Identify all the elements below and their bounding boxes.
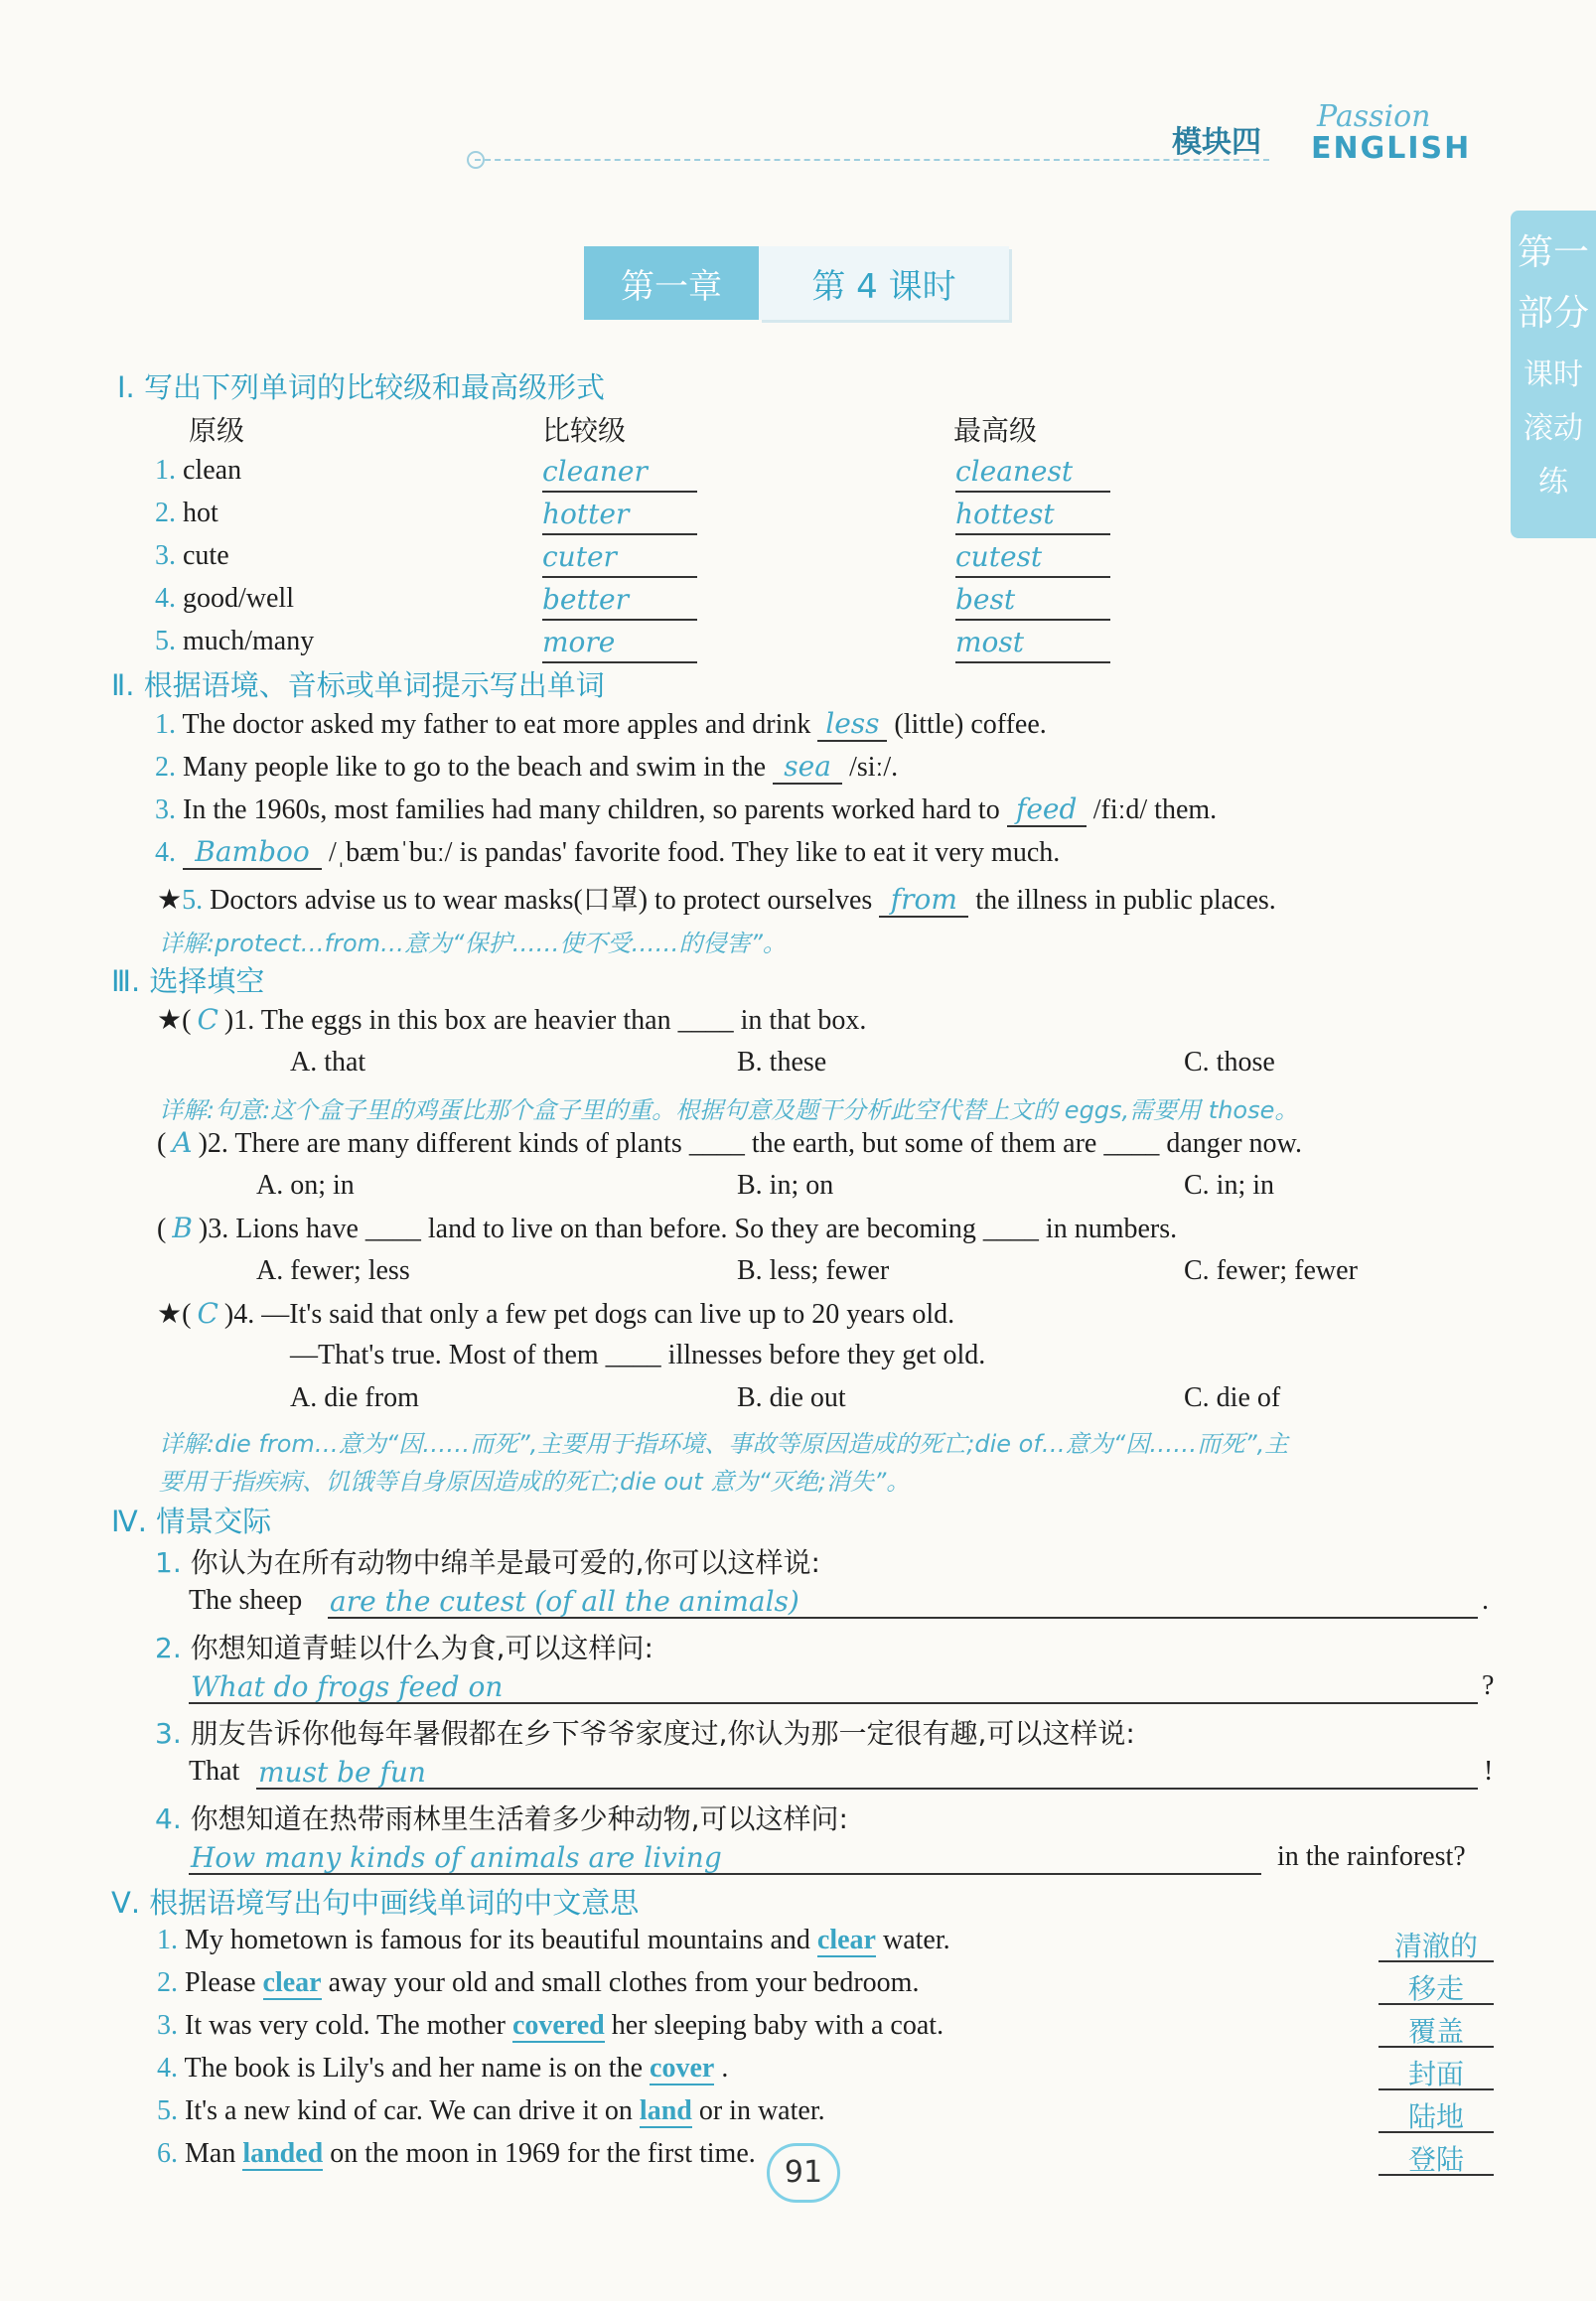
answer-blank[interactable]: Bamboo xyxy=(183,835,322,870)
q-text-end: /siː/. xyxy=(849,752,899,783)
q-prompt: 你想知道在热带雨林里生活着多少种动物,可以这样问: xyxy=(190,1802,848,1835)
q-text: —It's said that only a few pet dogs can live up to 20 years old. xyxy=(261,1299,955,1330)
base-word: good/well xyxy=(183,583,294,614)
s4-q3-answer-line xyxy=(256,1788,1478,1790)
q-text: Lions have ____ land to live on than before. So they are becoming ____ in numbers. xyxy=(235,1214,1178,1244)
answer-choice[interactable]: A xyxy=(172,1126,193,1159)
sentence-end: on the moon in 1969 for the first time. xyxy=(330,2138,756,2169)
base-word: hot xyxy=(183,498,218,528)
s3-note4b: 要用于指疾病、饥饿等自身原因造成的死亡;die out 意为“灭绝;消失”。 xyxy=(159,1468,911,1496)
answer-blank[interactable]: feed xyxy=(1007,792,1087,827)
q-number: 1. xyxy=(155,709,176,740)
q-number: 1. xyxy=(155,1546,182,1579)
s4-q4-end: in the rainforest? xyxy=(1277,1841,1466,1872)
row-number: 4. xyxy=(155,583,176,614)
q-number: 2. xyxy=(155,1632,182,1664)
s4-q3-prompt xyxy=(155,1712,1135,1752)
side-tab-line3: 课时 xyxy=(1523,358,1583,392)
col-base: 原级 xyxy=(189,414,245,447)
col-comp: 比较级 xyxy=(542,414,627,447)
s3-q4-opt-c: C. die of xyxy=(1184,1382,1281,1413)
q-number: 2. xyxy=(155,752,176,783)
word-row xyxy=(155,455,241,487)
q-text: In the 1960s, most families had many children, so parents worked hard to xyxy=(183,794,1000,825)
logo-top-text: Passion xyxy=(1317,99,1431,134)
chapter-title xyxy=(584,246,1009,320)
meaning-answer[interactable]: 登陆 xyxy=(1378,2138,1494,2176)
side-tab-line4: 滚动 xyxy=(1523,411,1583,446)
s3-q2 xyxy=(157,1126,1302,1160)
side-tab xyxy=(1511,211,1596,538)
sentence-start: Man xyxy=(185,2138,236,2169)
q-text: Many people like to go to the beach and swim in the xyxy=(183,752,767,783)
q-prefix: ★( xyxy=(157,1005,192,1036)
comparative-answer[interactable]: cuter xyxy=(542,540,697,578)
s2-q4 xyxy=(155,835,1060,870)
s3-note1: 详解:句意:这个盒子里的鸡蛋比那个盒子里的重。根据句意及题干分析此空代替上文的 eggs,需要用 those。 xyxy=(159,1096,1299,1124)
s4-q2-answer[interactable]: What do frogs feed on xyxy=(191,1670,504,1703)
base-word: clean xyxy=(183,455,242,486)
comparative-answer[interactable]: hotter xyxy=(542,498,697,535)
q-prompt: 你认为在所有动物中绵羊是最可爱的,你可以这样说: xyxy=(190,1546,820,1579)
s4-q1-lead: The sheep xyxy=(189,1585,303,1616)
q-text: The eggs in this box are heavier than ____ in that box. xyxy=(260,1005,867,1036)
chapter-label: 第一章 xyxy=(584,246,759,320)
section-5-heading: Ⅴ. 根据语境写出句中画线单词的中文意思 xyxy=(111,1886,640,1920)
s3-note4a: 详解:die from…意为“因……而死”,主要用于指环境、事故等原因造成的死亡;die of…意为“因……而死”,主 xyxy=(159,1430,1289,1458)
s3-q3-opt-b: B. less; fewer xyxy=(737,1255,890,1286)
meaning-row xyxy=(157,1925,950,1956)
underlined-word: cover xyxy=(650,2053,715,2084)
q-number: 4. xyxy=(155,1802,182,1835)
row-number: 1. xyxy=(157,1925,178,1955)
s4-q4-prompt xyxy=(155,1798,848,1837)
q-text-end: /ˌbæmˈbuː/ is pandas' favorite food. They like to eat it very much. xyxy=(329,837,1061,868)
sentence-start: It was very cold. The mother xyxy=(185,2010,506,2041)
sentence-end: water. xyxy=(882,1925,950,1955)
s4-q3-end: ! xyxy=(1484,1756,1494,1787)
base-word: much/many xyxy=(183,626,315,656)
q-number: 3. xyxy=(155,794,176,825)
q-text: There are many different kinds of plants ____ the earth, but some of them are ____ danger now. xyxy=(234,1128,1302,1159)
underlined-word: clear xyxy=(816,1925,876,1955)
row-number: 4. xyxy=(157,2053,178,2084)
row-number: 3. xyxy=(157,2010,178,2041)
base-word: cute xyxy=(183,540,229,571)
meaning-answer[interactable]: 封面 xyxy=(1378,2053,1494,2090)
answer-choice[interactable]: C xyxy=(197,1297,218,1330)
section-2-heading: Ⅱ. 根据语境、音标或单词提示写出单词 xyxy=(111,668,605,702)
s3-q3 xyxy=(157,1212,1177,1245)
row-number: 1. xyxy=(155,455,176,486)
header-dot-icon xyxy=(467,151,485,169)
q-text-end: (little) coffee. xyxy=(894,709,1047,740)
module-label: 模块四 xyxy=(1172,125,1261,160)
meaning-row xyxy=(157,2095,825,2127)
sentence-end: her sleeping baby with a coat. xyxy=(611,2010,944,2041)
s2-q3 xyxy=(155,792,1217,827)
s3-q2-opt-c: C. in; in xyxy=(1184,1170,1275,1201)
meaning-row xyxy=(157,2010,943,2042)
s3-q2-opt-a: A. on; in xyxy=(256,1170,355,1201)
sentence-start: My hometown is famous for its beautiful mountains and xyxy=(185,1925,810,1955)
page-number: 91 xyxy=(767,2143,840,2203)
q-prompt: 你想知道青蛙以什么为食,可以这样问: xyxy=(190,1632,653,1664)
s4-q1-answer[interactable]: are the cutest (of all the animals) xyxy=(330,1585,799,1618)
q-number: )4. xyxy=(223,1299,255,1330)
section-3-heading: Ⅲ. 选择填空 xyxy=(111,964,265,998)
superlative-answer[interactable]: cleanest xyxy=(955,455,1110,493)
s3-q4 xyxy=(157,1297,954,1331)
q-number: )2. xyxy=(198,1128,228,1159)
s2-note: 详解:protect…from…意为“保护……使不受……的侵害”。 xyxy=(159,930,787,957)
q-prompt: 朋友告诉你他每年暑假都在乡下爷爷家度过,你认为那一定很有趣,可以这样说: xyxy=(190,1717,1135,1750)
sentence-start: The book is Lily's and her name is on the xyxy=(184,2053,644,2084)
s3-q1-opt-a: A. that xyxy=(290,1047,366,1078)
comparative-answer[interactable]: better xyxy=(542,583,697,621)
side-tab-line2: 部分 xyxy=(1517,293,1589,334)
s4-q1-end: . xyxy=(1482,1585,1489,1616)
meaning-row xyxy=(157,2053,728,2085)
s2-q2 xyxy=(155,750,898,785)
s3-q1 xyxy=(157,1003,866,1037)
s4-q1-prompt xyxy=(155,1541,820,1581)
row-number: 5. xyxy=(157,2095,178,2126)
row-number: 3. xyxy=(155,540,176,571)
s3-q3-opt-c: C. fewer; fewer xyxy=(1184,1255,1358,1286)
superlative-answer[interactable]: best xyxy=(955,583,1110,621)
star-icon: ★ xyxy=(157,885,183,916)
q-number: 4. xyxy=(155,837,176,868)
side-tab-line1: 第一 xyxy=(1517,232,1589,273)
q-number: 5. xyxy=(182,885,204,916)
meaning-answer[interactable]: 陆地 xyxy=(1378,2095,1494,2133)
s3-q2-opt-b: B. in; on xyxy=(737,1170,834,1201)
header-dashed-line xyxy=(475,159,1269,161)
col-sup: 最高级 xyxy=(953,414,1038,447)
row-number: 2. xyxy=(155,498,176,528)
s3-q4-opt-b: B. die out xyxy=(737,1382,846,1413)
s3-q4-line2: —That's true. Most of them ____ illnesses before they get old. xyxy=(290,1340,986,1370)
meaning-answer[interactable]: 移走 xyxy=(1378,1967,1494,2005)
word-row xyxy=(155,498,218,529)
q-text: The doctor asked my father to eat more apples and drink xyxy=(182,709,811,740)
q-text-end: the illness in public places. xyxy=(975,885,1276,916)
s2-q5 xyxy=(157,878,1276,918)
meaning-answer[interactable]: 覆盖 xyxy=(1378,2010,1494,2048)
row-number: 5. xyxy=(155,626,176,656)
answer-blank[interactable]: less xyxy=(817,707,887,742)
sentence-start: Please xyxy=(185,1967,256,1998)
s4-q4-answer[interactable]: How many kinds of animals are living xyxy=(191,1841,722,1874)
word-row xyxy=(155,540,229,572)
comparative-answer[interactable]: cleaner xyxy=(542,455,697,493)
superlative-answer[interactable]: cutest xyxy=(955,540,1110,578)
sentence-end: away your old and small clothes from your bedroom. xyxy=(328,1967,920,1998)
logo-bottom-text: ENGLISH xyxy=(1311,131,1472,166)
answer-choice[interactable]: B xyxy=(172,1212,193,1244)
side-tab-line5: 练 xyxy=(1538,465,1568,500)
passion-english-logo xyxy=(1307,99,1486,169)
q-number: 3. xyxy=(155,1717,182,1750)
word-row xyxy=(155,626,314,657)
s2-q1 xyxy=(155,707,1047,742)
word-row xyxy=(155,583,294,615)
meaning-row xyxy=(157,1967,919,1999)
s3-q1-opt-b: B. these xyxy=(737,1047,827,1078)
row-number: 6. xyxy=(157,2138,178,2169)
answer-blank[interactable]: from xyxy=(879,883,968,918)
q-prefix: ( xyxy=(157,1214,167,1244)
underlined-word: landed xyxy=(242,2138,324,2169)
s4-q2-end: ? xyxy=(1482,1670,1495,1701)
row-number: 2. xyxy=(157,1967,178,1998)
lesson-label: 第 4 课时 xyxy=(759,246,1009,320)
q-number: )1. xyxy=(223,1005,255,1036)
q-prefix: ★( xyxy=(157,1299,192,1330)
sentence-start: It's a new kind of car. We can drive it on xyxy=(185,2095,633,2126)
answer-choice[interactable]: C xyxy=(197,1003,218,1036)
underlined-word: covered xyxy=(511,2010,605,2041)
superlative-answer[interactable]: most xyxy=(955,626,1110,663)
s4-q3-lead: That xyxy=(189,1756,240,1787)
underlined-word: land xyxy=(639,2095,692,2126)
s3-q4-opt-a: A. die from xyxy=(290,1382,419,1413)
answer-blank[interactable]: sea xyxy=(773,750,842,785)
q-text: Doctors advise us to wear masks(口罩) to protect ourselves xyxy=(210,885,873,916)
s3-q3-opt-a: A. fewer; less xyxy=(256,1255,410,1286)
sentence-end: or in water. xyxy=(698,2095,825,2126)
underlined-word: clear xyxy=(262,1967,322,1998)
q-text-end: /fiːd/ them. xyxy=(1092,794,1218,825)
s4-q3-answer[interactable]: must be fun xyxy=(258,1756,426,1789)
section-4-heading: Ⅳ. 情景交际 xyxy=(111,1505,272,1538)
sentence-end: . xyxy=(721,2053,729,2084)
meaning-answer[interactable]: 清澈的 xyxy=(1378,1925,1494,1962)
section-1-heading: Ⅰ. 写出下列单词的比较级和最高级形式 xyxy=(117,370,605,404)
q-number: )3. xyxy=(198,1214,229,1244)
q-prefix: ( xyxy=(157,1128,167,1159)
comparative-answer[interactable]: more xyxy=(542,626,697,663)
meaning-row xyxy=(157,2138,756,2170)
superlative-answer[interactable]: hottest xyxy=(955,498,1110,535)
s3-q1-opt-c: C. those xyxy=(1184,1047,1275,1078)
s4-q2-prompt xyxy=(155,1627,653,1666)
